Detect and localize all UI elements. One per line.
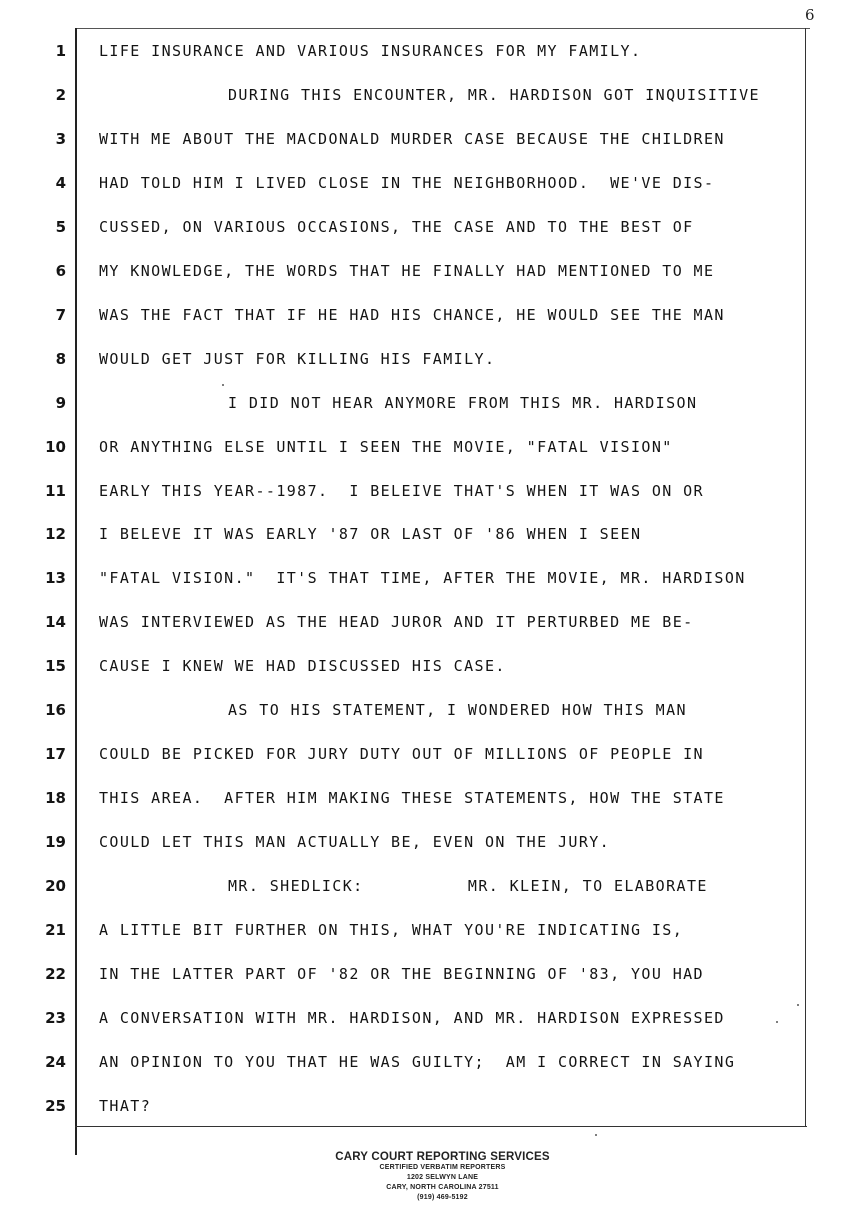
- scan-speck: [797, 1004, 799, 1006]
- scan-speck: [595, 1134, 597, 1136]
- transcript-line: [0, 915, 860, 945]
- transcript-line: [0, 344, 860, 374]
- line-number: 17: [45, 745, 66, 764]
- page-number: 6: [805, 6, 815, 24]
- line-number: 18: [45, 789, 66, 808]
- line-text: WAS INTERVIEWED AS THE HEAD JUROR AND IT PERTURBED ME BE-: [99, 613, 694, 632]
- line-text: I BELEVE IT WAS EARLY '87 OR LAST OF '86 WHEN I SEEN: [99, 525, 642, 544]
- reporter-footer: [300, 1151, 585, 1203]
- line-number: 4: [55, 173, 66, 192]
- transcript-line: [0, 124, 860, 154]
- line-number: 3: [55, 129, 66, 148]
- line-text: WOULD GET JUST FOR KILLING HIS FAMILY.: [99, 349, 496, 368]
- line-text: WAS THE FACT THAT IF HE HAD HIS CHANCE, HE WOULD SEE THE MAN: [99, 305, 725, 324]
- transcript-line: [0, 519, 860, 549]
- line-number: 15: [45, 657, 66, 676]
- reporter-street: 1202 SELWYN LANE: [406, 1174, 479, 1181]
- transcript-line: [0, 432, 860, 462]
- line-text: THIS AREA. AFTER HIM MAKING THESE STATEMENTS, HOW THE STATE: [99, 789, 725, 808]
- line-text: MR. SHEDLICK: MR. KLEIN, TO ELABORATE: [228, 877, 708, 896]
- transcript-line: [0, 80, 860, 110]
- line-number: 8: [55, 349, 66, 368]
- line-text: THAT?: [99, 1096, 152, 1115]
- transcript-line: [0, 563, 860, 593]
- line-text: AN OPINION TO YOU THAT HE WAS GUILTY; AM I CORRECT IN SAYING: [99, 1052, 736, 1071]
- line-text: CAUSE I KNEW WE HAD DISCUSSED HIS CASE.: [99, 657, 506, 676]
- line-text: A CONVERSATION WITH MR. HARDISON, AND MR. HARDISON EXPRESSED: [99, 1008, 725, 1027]
- line-number: 24: [45, 1052, 66, 1071]
- line-text: MY KNOWLEDGE, THE WORDS THAT HE FINALLY HAD MENTIONED TO ME: [99, 261, 715, 280]
- line-number: 13: [45, 569, 66, 588]
- transcript-line: [0, 168, 860, 198]
- transcript-line: [0, 388, 860, 418]
- transcript-line: [0, 300, 860, 330]
- line-number: 20: [45, 877, 66, 896]
- line-number: 14: [45, 613, 66, 632]
- reporter-city: CARY, NORTH CAROLINA 27511: [386, 1184, 499, 1191]
- reporter-subtitle: CERTIFIED VERBATIM REPORTERS: [379, 1164, 506, 1171]
- frame-bottom-border: [75, 1126, 807, 1127]
- transcript-line: [0, 871, 860, 901]
- line-number: 19: [45, 833, 66, 852]
- line-text: HAD TOLD HIM I LIVED CLOSE IN THE NEIGHBORHOOD. WE'VE DIS-: [99, 173, 715, 192]
- reporter-phone: (919) 469-5192: [417, 1194, 468, 1201]
- transcript-line: [0, 695, 860, 725]
- transcript-line: [0, 783, 860, 813]
- transcript-line: [0, 827, 860, 857]
- transcript-line: [0, 651, 860, 681]
- line-number: 10: [45, 437, 66, 456]
- line-text: AS TO HIS STATEMENT, I WONDERED HOW THIS MAN: [228, 701, 687, 720]
- line-text: LIFE INSURANCE AND VARIOUS INSURANCES FOR MY FAMILY.: [99, 42, 642, 60]
- line-number: 22: [45, 964, 66, 983]
- transcript-line: [0, 256, 860, 286]
- transcript-line: [0, 212, 860, 242]
- transcript-line: [0, 1091, 860, 1121]
- line-number: 7: [55, 305, 66, 324]
- transcript-line: [0, 1047, 860, 1077]
- line-text: DURING THIS ENCOUNTER, MR. HARDISON GOT INQUISITIVE: [228, 85, 760, 104]
- line-number: 23: [45, 1008, 66, 1027]
- line-number: 25: [45, 1096, 66, 1115]
- line-number: 5: [55, 217, 66, 236]
- frame-top-border: [75, 28, 810, 29]
- line-text: COULD BE PICKED FOR JURY DUTY OUT OF MILLIONS OF PEOPLE IN: [99, 745, 704, 764]
- line-text: WITH ME ABOUT THE MACDONALD MURDER CASE BECAUSE THE CHILDREN: [99, 129, 725, 148]
- line-number: 16: [45, 701, 66, 720]
- line-text: A LITTLE BIT FURTHER ON THIS, WHAT YOU'RE INDICATING IS,: [99, 921, 684, 939]
- line-number: 12: [45, 525, 66, 544]
- line-number: 21: [45, 921, 66, 939]
- line-number: 6: [55, 261, 66, 280]
- line-text: IN THE LATTER PART OF '82 OR THE BEGINNING OF '83, YOU HAD: [99, 964, 704, 983]
- line-text: OR ANYTHING ELSE UNTIL I SEEN THE MOVIE, "FATAL VISION": [99, 437, 673, 456]
- transcript-line: [0, 36, 860, 66]
- transcript-line: [0, 739, 860, 769]
- scan-speck: [222, 384, 224, 386]
- line-text: COULD LET THIS MAN ACTUALLY BE, EVEN ON THE JURY.: [99, 833, 611, 852]
- line-number: 1: [55, 42, 66, 60]
- transcript-line: [0, 476, 860, 506]
- line-text: CUSSED, ON VARIOUS OCCASIONS, THE CASE AND TO THE BEST OF: [99, 217, 694, 236]
- transcript-line: [0, 959, 860, 989]
- reporter-name: CARY COURT REPORTING SERVICES: [335, 1151, 550, 1163]
- line-text: "FATAL VISION." IT'S THAT TIME, AFTER THE MOVIE, MR. HARDISON: [99, 569, 746, 588]
- line-number: 2: [55, 85, 66, 104]
- line-text: EARLY THIS YEAR--1987. I BELEIVE THAT'S WHEN IT WAS ON OR: [99, 481, 704, 500]
- transcript-line: [0, 1003, 860, 1033]
- line-text: I DID NOT HEAR ANYMORE FROM THIS MR. HARDISON: [228, 393, 698, 412]
- line-number: 11: [45, 481, 66, 500]
- line-number: 9: [55, 393, 66, 412]
- scan-speck: [776, 1021, 778, 1023]
- transcript-line: [0, 607, 860, 637]
